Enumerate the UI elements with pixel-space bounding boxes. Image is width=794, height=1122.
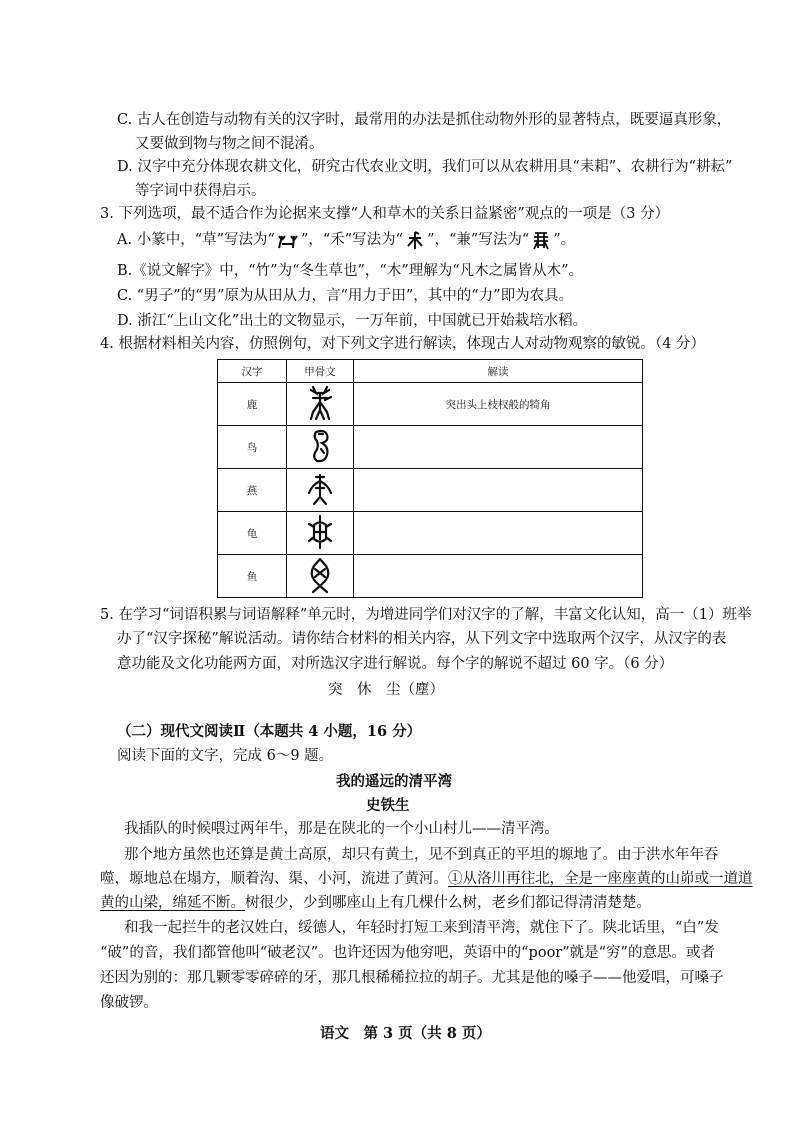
passage-paragraph-3-line2: “破”的音，我们都管他叫“破老汉”。也许还因为他穷吧，英语中的“poor”就是“穷”的意思。或者 <box>100 945 715 961</box>
oracle-bird-icon <box>307 427 333 465</box>
q3-option-d: D. 浙江“上山文化”出土的文物显示，一万年前，中国就已开始栽培水稻。 <box>117 313 588 329</box>
table-cell-oracle <box>287 555 354 598</box>
table-cell-interpretation <box>354 426 643 469</box>
passage-paragraph-3-line4: 像破锣。 <box>100 995 158 1011</box>
q3-option-c: C. “男子”的“男”原为从田从力，言“用力于田”，其中的“力”即为农具。 <box>117 288 574 304</box>
table-cell-interpretation <box>354 555 643 598</box>
table-header-interpretation: 解读 <box>354 360 643 383</box>
seal-script-grass-icon <box>277 230 299 250</box>
table-cell-char: 鹿 <box>218 383 287 426</box>
q3-a-text-1: A. 小篆中，“草”写法为“ <box>117 232 275 248</box>
oracle-bone-table <box>217 359 643 598</box>
q2-option-d-line2: 等字词中获得启示。 <box>135 183 266 199</box>
table-cell-interpretation: 突出头上枝杈般的犄角 <box>354 383 643 426</box>
passage-paragraph-2-line1: 那个地方虽然也还算是黄土高原，却只有黄土，见不到真正的平坦的塬地了。由于洪水年年吞 <box>124 847 719 863</box>
table-header-oracle: 甲骨文 <box>287 360 354 383</box>
table-cell-char: 鱼 <box>218 555 287 598</box>
table-row <box>218 512 643 555</box>
passage-underlined-sentence-1: ①从洛川再往北，全是一座座黄的山峁或一道道 <box>448 871 753 887</box>
oracle-fish-icon <box>306 556 334 594</box>
q5-line1: 5. 在学习“词语积累与词语解释”单元时，为增进同学们对汉字的了解，丰富文化认知，高一（1）班举 <box>100 607 752 623</box>
q5-line3: 意功能及文化功能两方面，对所选汉字进行解说。每个字的解说不超过 60 字。（6 分） <box>117 656 674 672</box>
table-row <box>218 383 643 426</box>
passage-p2-plain-2: 树很少，少到哪座山上有几棵什么树，老乡们都记得清清楚楚。 <box>245 895 651 911</box>
passage-paragraph-2-line2 <box>100 869 753 889</box>
q5-chars: 突 休 尘（塵） <box>328 682 444 698</box>
table-cell-oracle <box>287 512 354 555</box>
q5-line2: 办了“汉字探秘”解说活动。请你结合材料的相关内容，从下列文字中选取两个汉字，从汉字的表 <box>117 631 727 647</box>
table-row <box>218 555 643 598</box>
q3-a-text-2: ”，“禾”写法为“ <box>300 232 404 248</box>
table-row <box>218 469 643 512</box>
q3-option-b: B.《说文解字》中，“竹”为“冬生草也”，“木”理解为“凡木之属皆从木”。 <box>117 263 584 279</box>
page-footer: 语文 第 3 页（共 8 页） <box>320 1025 491 1042</box>
passage-title: 我的遥远的清平湾 <box>336 773 452 790</box>
table-cell-oracle <box>287 383 354 426</box>
oracle-deer-icon <box>305 384 335 422</box>
table-cell-interpretation <box>354 469 643 512</box>
q2-option-d-line1: D. 汉字中充分体现农耕文化，研究古代农业文明，我们可以从农耕用具“耒耜”、农耕行为“耕耘” <box>117 159 733 175</box>
passage-paragraph-3-line3: 还因为别的：那几颗零零碎碎的牙，那几根稀稀拉拉的胡子。尤其是他的嗓子——他爱唱，可嗓子 <box>100 970 724 986</box>
q3-option-a <box>117 230 575 250</box>
table-row <box>218 426 643 469</box>
table-cell-char: 燕 <box>218 469 287 512</box>
table-header-char: 汉字 <box>218 360 287 383</box>
section2-heading: （二）现代文阅读Ⅱ（本题共 4 小题，16 分） <box>117 723 422 740</box>
passage-p2-plain: 噬，塬地总在塌方，顺着沟、渠、小河，流进了黄河。 <box>100 871 448 887</box>
seal-script-combine-icon <box>531 230 551 250</box>
table-cell-oracle <box>287 426 354 469</box>
passage-paragraph-1: 我插队的时候喂过两年牛，那是在陕北的一个小山村儿——清平湾。 <box>124 821 559 837</box>
oracle-swallow-icon <box>306 471 334 507</box>
passage-author: 史铁生 <box>366 797 410 814</box>
seal-script-grain-icon <box>405 230 425 250</box>
table-cell-char: 龟 <box>218 512 287 555</box>
q3-a-text-4: ”。 <box>553 232 576 248</box>
oracle-turtle-icon <box>306 513 334 551</box>
table-cell-oracle <box>287 469 354 512</box>
table-cell-interpretation <box>354 512 643 555</box>
passage-underlined-sentence-1-end: 黄的山梁，绵延不断。 <box>100 895 245 911</box>
section2-instruction: 阅读下面的文字，完成 6～9 题。 <box>117 748 334 764</box>
q2-option-c-line1: C. 古人在创造与动物有关的汉字时，最常用的办法是抓住动物外形的显著特点，既要逼真形象， <box>117 112 732 128</box>
table-cell-char: 鸟 <box>218 426 287 469</box>
passage-paragraph-2-line3 <box>100 893 651 913</box>
q2-option-c-line2: 又要做到物与物之间不混淆。 <box>135 136 324 152</box>
table-header-row <box>218 360 643 383</box>
q3-stem: 3. 下列选项，最不适合作为论据来支撑“人和草木的关系日益紧密”观点的一项是（3 分） <box>100 206 670 222</box>
q4-stem: 4. 根据材料相关内容，仿照例句，对下列文字进行解读，体现古人对动物观察的敏锐。（4 分） <box>100 336 706 352</box>
passage-paragraph-3-line1: 和我一起拦牛的老汉姓白，绥德人，年轻时打短工来到清平湾，就住下了。陕北话里，“白”发 <box>124 920 719 936</box>
q3-a-text-3: ”，“兼”写法为“ <box>427 232 530 248</box>
